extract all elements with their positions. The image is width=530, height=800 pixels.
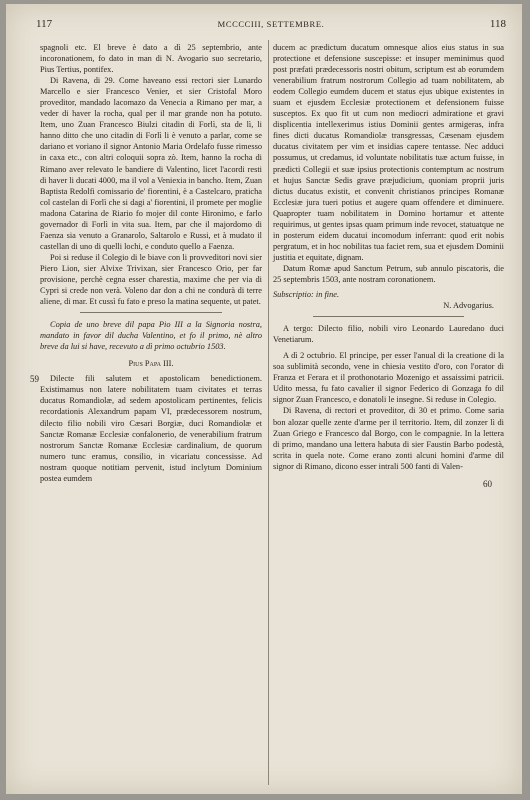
margin-number-right: 60 (483, 479, 492, 489)
latin-letter: Dilecte fili salutem et apostolicam benedictionem. Existimamus non latere nobilitatem tuam civitates et terras ducatus Romandiolæ, ad sedem apostolicam pertinentes, felicis recordationis Alexandrum papam VI, prædecessorem nostrum, dilecto filio nobili viro Cæsari Borgiæ, duci Romandiolæ et Sanctæ Romanæ Ecclesiæ confalonerio, de venerabilium fratrum nostrorum Sanctæ Romanæ Ecclesiæ cardinalium, de quorum numero tunc eramus, consilio, in vicariatu concessisse. Ad nostram quoque notitiam pervenit, istud inclytum Dominium postea eumdem (40, 374, 262, 483)
page-number-left: 117 (36, 18, 53, 30)
section-rule-right (313, 316, 464, 317)
margin-number-left: 59 (30, 374, 39, 384)
left-column (40, 42, 262, 484)
running-title: MCCCCIII, SETTEMBRE. (217, 19, 325, 29)
page-number-right: 118 (489, 18, 506, 30)
paragraph-octubrio: A dì 2 octubrio. El principe, per esser l'anual di la creatione di la soa sublimità secondo, vene in chiesia vestito d'oro, con l'orator di Franza et Ferara et il prothonotario Mozenigo et assaissimi patricii. Udito messa, fu fato cavalier il signor Federico di Gonzaga fo dil signor Zuan Francesco, e donatoli le insegne. Si reduse in Colegio. (273, 351, 504, 405)
paragraph-ravena: Di Ravena, di 29. Come haveano essi rectori sier Lunardo Marcello e sier Francesco Venier, et sier Cristofal Moro proveditor, mandado lacomazo da Venecia a Rimano per mar, a veder di haver la rocha, qual per il mar grande non ha potuto. Item, uno Zuan Francesco Biulzi citadin di Forlì, sta de lì, li hanno ditto che uno citadin di Forlì li è venuto a parlar, come se dariano et voriano il signor Antonio Maria Ordelafo fusse rimesso in caxa etc., con altri coloquii sopra zò. Item, hanno la rocha di Rimano aver relevato le bandiere di Valentino, licet l'acordi resti di haver li ducati 4000, ma il vol a Veniexia in bancho. Item, Zuan Baptista Redolfi comissario de' fiorentini, è a Castelcaro, praticha col castelan di Forlì che si dagi a' fiorentini, il promete per moglie madona Catarina de Riario fo mojer dil conte Hironimo, e farlo governador di Forlì in vita sua. Item, par che il majordomo di Faenza sia venuto a Granarolo, Saltarolo e Russi, et à mudato il castellan di uno di quelli lochi, e conduto quello a Faenza. (40, 76, 262, 251)
datum-line: Datum Romæ apud Sanctum Petrum, sub annulo piscatoris, die 25 septembris 1503, ante nostram coronationem. (273, 263, 504, 284)
column-divider (268, 40, 269, 785)
paragraph-ravena-rectori: Di Ravena, di rectori et proveditor, di 30 et primo. Come saria bon alozar quelle zente d'arme per il territorio. Item, dil zonzer lì di Zuan Griego e Francesco dal Borgo, con le compagnie. In la lettera di primo, mandano una lettera habuta di sier Faustin Barbo podestà, scrita in quela note. Come erano zonti alcuni homini d'arme dil signor di Rimano, dicono esser intrali 500 fanti di Valen- (273, 406, 504, 471)
pope-heading: Pius Papa III. (128, 359, 174, 369)
copy-title: Copia de uno breve dil papa Pio III a la Signoria nostra, mandato in favor dil ducha Valentino, et fo il primo, nè altro breve da lui si have, recevuto a dì primo octubrio 1503. (40, 320, 262, 352)
paragraph-breve: spagnoli etc. El breve è dato a dì 25 septembrio, ante incoronationem, fo dato in man di N. Avogario suo secretario, Pius Tertius, pontifex. (40, 43, 262, 75)
running-header (36, 18, 506, 34)
signature: N. Advogarius. (443, 301, 494, 311)
tergo: A tergo: Dilecto filio, nobili viro Leonardo Lauredano duci Venetiarum. (273, 324, 504, 345)
right-column (273, 42, 504, 472)
paragraph-colegio: Poi si reduse il Colegio di le biave con li provveditori novi sier Piero Lion, sier Alvixe Trivixan, sier Francesco Orio, per far provisione, perchè cegna esser charestia, maxime che per via di Cypri si crede non verà. Voleno dar don a chi ne condurà di terre aliene, di mar. Et cussì fu fato e preso la matina sequente, ut patet. (40, 252, 262, 307)
latin-letter-continued: ducem ac prædictum ducatum omnesque alios eius status in sua protectione et defensione suscepisse: et insuper meminimus quod post præfati prædecessoris nostri obitum, scriptum est ab eorumdem venerabilium fratrum nostrorum Collegio ad tuam nobilitatem, ab eodem Collegio eumdem ducem et status ejus ubique existentes in suam et ejusdem Ecclesiæ protectionem et defensionem fuisse susceptos. Ex quo fit ut cum non mediocri admiratione et gravi displicentia intellexerimus istius Dominii gentes armigeras, infra fines dicti ducatus Romandiolæ transgressas, Cæsenam ejusdem ducatus civitatem per vim et insidias capere tentasse. Nec adduci possumus, ut credamus, id voluntate nobilitatis tuæ actum fuisse, in prædicti Collegii et suæ ipsius protectionis contemptum ac nostrum et hujus Sanctæ Sedis grave præjudicium, quoniam proprii juris dictus ducatus existit, et convenit christianos principes Romanæ Ecclesiæ jura tueri potius et augere quam offendere et diminuere. Quapropter tuam nobilitatem in Domino hortamur et attente requirimus, ut gentes ipsas quam primum inde revocet, statuatque ne in posterum eidem ducatui incomodum inferrant: quod erit nobis pergratum, et in hoc nobilitas tua faciet rem, sua et ejusdem Dominii justitia et equitate, dignam. (273, 43, 504, 262)
subscriptio: Subscriptio: in fine. (273, 290, 340, 300)
book-page (6, 4, 522, 794)
section-rule (80, 312, 222, 313)
